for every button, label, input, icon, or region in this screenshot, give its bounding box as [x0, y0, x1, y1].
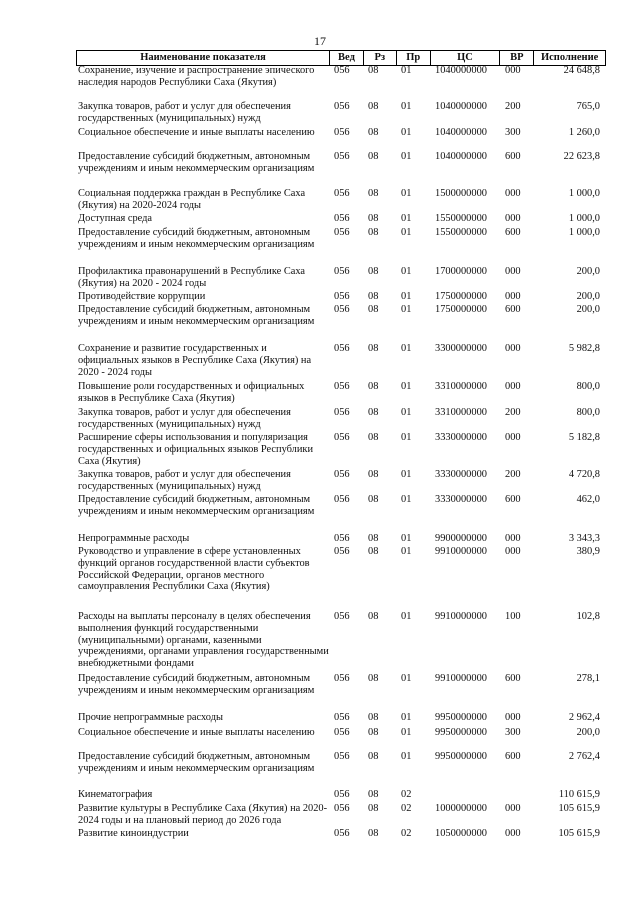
- cell-cs: 9950000000: [435, 727, 487, 738]
- cell-ex: 110 615,9: [558, 789, 600, 800]
- cell-name: Доступная среда: [78, 213, 153, 224]
- cell-rz: 08: [368, 381, 379, 392]
- cell-cs: 3310000000: [435, 407, 487, 418]
- cell-cs: 1550000000: [435, 213, 487, 224]
- cell-vr: 000: [505, 266, 521, 277]
- cell-rz: 08: [368, 151, 379, 162]
- cell-ved: 056: [334, 304, 350, 315]
- table-row: [76, 266, 606, 290]
- cell-ex: 1 000,0: [568, 188, 600, 199]
- cell-rz: 08: [368, 65, 379, 76]
- cell-vr: 000: [505, 213, 521, 224]
- header-pr: Пр: [397, 51, 431, 65]
- cell-ved: 056: [334, 533, 350, 544]
- cell-cs: [431, 789, 501, 801]
- cell-rz: 08: [368, 546, 379, 557]
- cell-vr: 100: [505, 611, 521, 622]
- cell-ved: 056: [334, 227, 350, 238]
- cell-pr: 01: [401, 533, 412, 544]
- cell-name: Расширение сферы использования и популяризация государственных и официальных языков Республики Саха (Якутия): [78, 432, 314, 467]
- cell-pr: 01: [401, 432, 412, 443]
- table-row: [76, 343, 606, 378]
- cell-rz: 08: [368, 712, 379, 723]
- table-row: [76, 213, 606, 225]
- cell-ex: 1 000,0: [568, 227, 600, 238]
- table-row: [76, 381, 606, 405]
- table-row: [76, 712, 606, 724]
- cell-ex: 105 615,9: [558, 803, 600, 814]
- cell-name: Повышение роли государственных и официальных языков в Республике Саха (Якутия): [78, 381, 305, 404]
- cell-ved: 056: [334, 343, 350, 354]
- cell-vr: 600: [505, 304, 521, 315]
- cell-vr: 600: [505, 494, 521, 505]
- cell-ved: 056: [334, 291, 350, 302]
- cell-name: Закупка товаров, работ и услуг для обеспечения государственных (муниципальных) нужд: [78, 469, 291, 492]
- cell-rz: 08: [368, 127, 379, 138]
- cell-vr: 000: [505, 381, 521, 392]
- cell-pr: 01: [401, 65, 412, 76]
- cell-name: Профилактика правонарушений в Республике Саха (Якутия) на 2020 - 2024 годы: [78, 266, 306, 289]
- page-number: 17: [314, 34, 326, 48]
- cell-ex: 5 182,8: [568, 432, 600, 443]
- table-row: [76, 127, 606, 139]
- cell-pr: 01: [401, 494, 412, 505]
- cell-cs: 1500000000: [435, 188, 487, 199]
- cell-rz: 08: [368, 828, 379, 839]
- cell-rz: 08: [368, 101, 379, 112]
- cell-cs: 9910000000: [435, 546, 487, 557]
- cell-name: Предоставление субсидий бюджетным, автономным учреждениям и иным некоммерческим организациям: [78, 227, 315, 250]
- cell-cs: 3310000000: [435, 381, 487, 392]
- cell-vr: 600: [505, 151, 521, 162]
- cell-ved: 056: [334, 712, 350, 723]
- cell-vr: 000: [505, 188, 521, 199]
- cell-rz: 08: [368, 789, 379, 800]
- cell-name: Развитие культуры в Республике Саха (Якутия) на 2020-2024 годы и на плановый период до 2026 года: [78, 803, 328, 826]
- cell-pr: 01: [401, 712, 412, 723]
- cell-ex: 800,0: [576, 381, 600, 392]
- table-row: [76, 101, 606, 125]
- table-row: [76, 533, 606, 545]
- cell-pr: 01: [401, 407, 412, 418]
- cell-rz: 08: [368, 304, 379, 315]
- cell-name: Предоставление субсидий бюджетным, автономным учреждениям и иным некоммерческим организациям: [78, 673, 315, 696]
- header-vr: ВР: [500, 51, 534, 65]
- table-row: [76, 151, 606, 175]
- cell-ex: 102,8: [576, 611, 600, 622]
- table-row: [76, 751, 606, 775]
- cell-ved: 056: [334, 611, 350, 622]
- cell-pr: 02: [401, 803, 412, 814]
- cell-cs: 3300000000: [435, 343, 487, 354]
- cell-ved: 056: [334, 727, 350, 738]
- cell-name: Сохранение и развитие государственных и официальных языков в Республике Саха (Якутия) на 2020 - 2024 годы: [78, 343, 312, 378]
- cell-rz: 08: [368, 673, 379, 684]
- cell-pr: 01: [401, 546, 412, 557]
- cell-vr: 000: [505, 65, 521, 76]
- cell-ex: 2 762,4: [568, 751, 600, 762]
- table-row: [76, 65, 606, 89]
- cell-rz: 08: [368, 803, 379, 814]
- table-row: [76, 304, 606, 328]
- cell-rz: 08: [368, 727, 379, 738]
- cell-name: Развитие киноиндустрии: [78, 828, 189, 839]
- cell-name: Прочие непрограммные расходы: [78, 712, 223, 723]
- cell-ved: 056: [334, 546, 350, 557]
- cell-ved: 056: [334, 494, 350, 505]
- cell-name: Социальная поддержка граждан в Республике Саха (Якутия) на 2020-2024 годы: [78, 188, 306, 211]
- cell-name: Кинематография: [78, 789, 153, 800]
- cell-name: Закупка товаров, работ и услуг для обеспечения государственных (муниципальных) нужд: [78, 407, 291, 430]
- cell-ex: 765,0: [576, 101, 600, 112]
- cell-vr: 000: [505, 546, 521, 557]
- cell-pr: 01: [401, 291, 412, 302]
- cell-ved: 056: [334, 751, 350, 762]
- cell-cs: 1040000000: [435, 151, 487, 162]
- cell-vr: 600: [505, 751, 521, 762]
- cell-pr: 01: [401, 304, 412, 315]
- cell-vr: 600: [505, 227, 521, 238]
- cell-ex: 200,0: [576, 291, 600, 302]
- table-row: [76, 469, 606, 493]
- cell-ved: 056: [334, 127, 350, 138]
- cell-ex: 22 623,8: [563, 151, 600, 162]
- cell-name: Предоставление субсидий бюджетным, автономным учреждениям и иным некоммерческим организациям: [78, 304, 315, 327]
- cell-rz: 08: [368, 611, 379, 622]
- cell-ex: 4 720,8: [568, 469, 600, 480]
- cell-ex: 200,0: [576, 727, 600, 738]
- cell-ex: 278,1: [576, 673, 600, 684]
- cell-ex: 5 982,8: [568, 343, 600, 354]
- cell-cs: 9910000000: [435, 673, 487, 684]
- cell-pr: 01: [401, 727, 412, 738]
- cell-ex: 462,0: [576, 494, 600, 505]
- cell-rz: 08: [368, 291, 379, 302]
- cell-pr: 01: [401, 151, 412, 162]
- cell-rz: 08: [368, 432, 379, 443]
- cell-ved: 056: [334, 65, 350, 76]
- cell-ex: 1 000,0: [568, 213, 600, 224]
- table-row: [76, 828, 606, 840]
- cell-ved: 056: [334, 803, 350, 814]
- cell-vr: 200: [505, 407, 521, 418]
- table-row: [76, 673, 606, 697]
- cell-ved: 056: [334, 469, 350, 480]
- table-row: [76, 789, 606, 801]
- cell-cs: 3330000000: [435, 494, 487, 505]
- cell-ex: 800,0: [576, 407, 600, 418]
- cell-name: Предоставление субсидий бюджетным, автономным учреждениям и иным некоммерческим организациям: [78, 751, 315, 774]
- cell-cs: 9950000000: [435, 751, 487, 762]
- cell-pr: 01: [401, 227, 412, 238]
- cell-ved: 056: [334, 101, 350, 112]
- header-cs: ЦС: [431, 51, 501, 65]
- table-row: [76, 227, 606, 251]
- cell-name: Социальное обеспечение и иные выплаты населению: [78, 127, 315, 138]
- cell-cs: 3330000000: [435, 469, 487, 480]
- cell-ex: 1 260,0: [568, 127, 600, 138]
- cell-cs: 1000000000: [435, 803, 487, 814]
- header-execution: Исполнение: [540, 52, 599, 63]
- cell-rz: 08: [368, 213, 379, 224]
- cell-cs: 9910000000: [435, 611, 487, 622]
- cell-cs: 9950000000: [435, 712, 487, 723]
- cell-name: Закупка товаров, работ и услуг для обеспечения государственных (муниципальных) нужд: [78, 101, 291, 124]
- table-row: [76, 803, 606, 827]
- cell-vr: 000: [505, 343, 521, 354]
- table-row: [76, 611, 606, 670]
- cell-name: Противодействие коррупции: [78, 291, 206, 302]
- cell-rz: 08: [368, 494, 379, 505]
- cell-pr: 01: [401, 673, 412, 684]
- cell-name: Предоставление субсидий бюджетным, автономным учреждениям и иным некоммерческим организациям: [78, 494, 315, 517]
- cell-cs: 1750000000: [435, 291, 487, 302]
- table-header: [76, 50, 606, 66]
- cell-ex: 200,0: [576, 266, 600, 277]
- cell-cs: 1550000000: [435, 227, 487, 238]
- cell-pr: 02: [401, 789, 412, 800]
- cell-cs: 1040000000: [435, 65, 487, 76]
- cell-pr: 01: [401, 381, 412, 392]
- cell-vr: 200: [505, 101, 521, 112]
- cell-cs: 1040000000: [435, 127, 487, 138]
- table-row: [76, 407, 606, 431]
- cell-ex: 105 615,9: [558, 828, 600, 839]
- cell-rz: 08: [368, 343, 379, 354]
- table-row: [76, 432, 606, 467]
- cell-cs: 9900000000: [435, 533, 487, 544]
- header-ved: Вед: [330, 51, 364, 65]
- cell-vr: 200: [505, 469, 521, 480]
- cell-pr: 01: [401, 751, 412, 762]
- cell-rz: 08: [368, 751, 379, 762]
- cell-name: Руководство и управление в сфере установленных функций органов государственной власти субъектов Российской Федерации, органов местного самоуправления Республики Саха (Якутия): [78, 546, 310, 593]
- cell-name: Расходы на выплаты персоналу в целях обеспечения выполнения функций государственными (муниципальными) органами, казенными учреждениями, органами управления государственными внебюджетными фондами: [78, 611, 329, 670]
- cell-ved: 056: [334, 266, 350, 277]
- table-row: [76, 727, 606, 739]
- cell-ved: 056: [334, 407, 350, 418]
- cell-pr: 01: [401, 469, 412, 480]
- cell-vr: 300: [505, 127, 521, 138]
- cell-ex: 24 648,8: [563, 65, 600, 76]
- cell-ex: 200,0: [576, 304, 600, 315]
- cell-name: Непрограммные расходы: [78, 533, 190, 544]
- cell-cs: 1040000000: [435, 101, 487, 112]
- cell-ved: 056: [334, 213, 350, 224]
- cell-name: Сохранение, изучение и распространение эпического наследия народов Республики Саха (Якутия): [78, 65, 315, 88]
- cell-vr: 000: [505, 803, 521, 814]
- cell-rz: 08: [368, 266, 379, 277]
- table-row: [76, 291, 606, 303]
- cell-rz: 08: [368, 469, 379, 480]
- header-name: Наименование показателя: [77, 51, 330, 65]
- cell-pr: 01: [401, 266, 412, 277]
- cell-pr: 01: [401, 611, 412, 622]
- cell-pr: 01: [401, 127, 412, 138]
- cell-ved: 056: [334, 151, 350, 162]
- cell-name: Предоставление субсидий бюджетным, автономным учреждениям и иным некоммерческим организациям: [78, 151, 315, 174]
- cell-ved: 056: [334, 381, 350, 392]
- cell-vr: [501, 789, 535, 801]
- cell-vr: 000: [505, 828, 521, 839]
- cell-vr: 000: [505, 432, 521, 443]
- header-rz: Рз: [364, 51, 397, 65]
- cell-ved: 056: [334, 828, 350, 839]
- cell-rz: 08: [368, 407, 379, 418]
- cell-cs: 3330000000: [435, 432, 487, 443]
- budget-table: [76, 50, 606, 839]
- cell-cs: 1700000000: [435, 266, 487, 277]
- cell-name: Социальное обеспечение и иные выплаты населению: [78, 727, 315, 738]
- cell-pr: 01: [401, 188, 412, 199]
- cell-vr: 600: [505, 673, 521, 684]
- table-row: [76, 188, 606, 212]
- cell-pr: 01: [401, 101, 412, 112]
- cell-pr: 01: [401, 213, 412, 224]
- cell-ex: 2 962,4: [568, 712, 600, 723]
- cell-ved: 056: [334, 432, 350, 443]
- cell-rz: 08: [368, 227, 379, 238]
- cell-cs: 1050000000: [435, 828, 487, 839]
- cell-pr: 02: [401, 828, 412, 839]
- cell-vr: 000: [505, 712, 521, 723]
- cell-vr: 000: [505, 291, 521, 302]
- table-row: [76, 494, 606, 518]
- cell-ved: 056: [334, 789, 350, 800]
- cell-rz: 08: [368, 188, 379, 199]
- cell-ved: 056: [334, 188, 350, 199]
- cell-ved: 056: [334, 673, 350, 684]
- cell-cs: 1750000000: [435, 304, 487, 315]
- cell-pr: 01: [401, 343, 412, 354]
- cell-vr: 000: [505, 533, 521, 544]
- cell-ex: 380,9: [576, 546, 600, 557]
- table-row: [76, 546, 606, 593]
- cell-vr: 300: [505, 727, 521, 738]
- cell-ex: 3 343,3: [568, 533, 600, 544]
- cell-rz: 08: [368, 533, 379, 544]
